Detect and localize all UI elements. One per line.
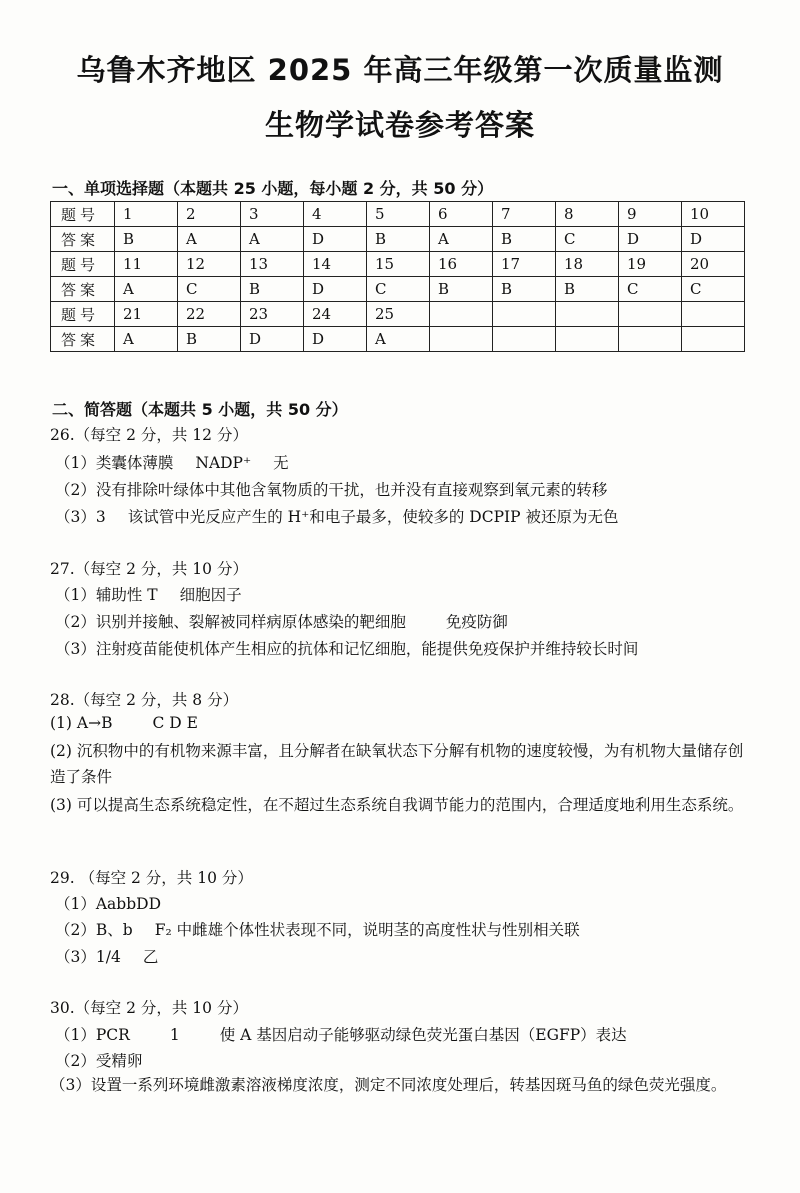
answer-part: （2）B、b bbox=[55, 921, 133, 939]
q30-answer-3: （3）设置一系列环境雌激素溶液梯度浓度，测定不同浓度处理后，转基因斑马鱼的绿色荧光强度。 bbox=[50, 1076, 727, 1094]
table-cell: 23 bbox=[241, 302, 304, 327]
table-row bbox=[51, 327, 745, 352]
answer-part: （1）PCR bbox=[55, 1026, 130, 1044]
table-cell: 16 bbox=[430, 252, 493, 277]
row-label: 答案 bbox=[51, 227, 115, 252]
table-cell bbox=[556, 302, 619, 327]
table-cell: 13 bbox=[241, 252, 304, 277]
q28-answer-1 bbox=[50, 714, 198, 732]
q26-answer-2: （2）没有排除叶绿体中其他含氧物质的干扰，也并没有直接观察到氧元素的转移 bbox=[55, 481, 608, 499]
table-cell: D bbox=[304, 277, 367, 302]
answer-part: （1）类囊体薄膜 bbox=[55, 454, 174, 472]
q30-answer-1 bbox=[55, 1023, 627, 1045]
table-cell: 4 bbox=[304, 202, 367, 227]
title-line-1: 乌鲁木齐地区 2025 年高三年级第一次质量监测 bbox=[76, 53, 724, 87]
table-row bbox=[51, 302, 745, 327]
table-cell bbox=[556, 327, 619, 352]
table-cell: D bbox=[619, 227, 682, 252]
table-row bbox=[51, 227, 745, 252]
answer-part: NADP⁺ bbox=[195, 454, 252, 472]
answer-part: 细胞因子 bbox=[179, 586, 242, 604]
answer-part: 无 bbox=[273, 454, 289, 472]
row-label: 题号 bbox=[51, 302, 115, 327]
table-cell: A bbox=[241, 227, 304, 252]
q28-header: 28.（每空 2 分，共 8 分） bbox=[50, 691, 239, 709]
table-cell: A bbox=[430, 227, 493, 252]
table-cell: 24 bbox=[304, 302, 367, 327]
table-cell: C bbox=[556, 227, 619, 252]
table-cell: 11 bbox=[115, 252, 178, 277]
table-cell: B bbox=[493, 277, 556, 302]
table-cell: A bbox=[115, 277, 178, 302]
q28-answer-3: (3) 可以提高生态系统稳定性，在不超过生态系统自我调节能力的范围内，合理适度地利用生态系统。 bbox=[50, 796, 744, 814]
table-cell: A bbox=[178, 227, 241, 252]
q28-answer-2: (2) 沉积物中的有机物来源丰富，且分解者在缺氧状态下分解有机物的速度较慢，为有机物大量储存创造了条件 bbox=[50, 742, 744, 786]
table-cell: B bbox=[556, 277, 619, 302]
table-row bbox=[51, 277, 745, 302]
q27-answer-1 bbox=[55, 583, 242, 605]
table-cell: B bbox=[367, 227, 430, 252]
q29-answer-1: （1）AabbDD bbox=[55, 895, 161, 913]
answer-part: 1 bbox=[169, 1026, 180, 1044]
table-cell bbox=[619, 327, 682, 352]
answer-part: （2）识别并接触、裂解被同样病原体感染的靶细胞 bbox=[55, 613, 406, 631]
table-cell: D bbox=[304, 327, 367, 352]
table-cell: 22 bbox=[178, 302, 241, 327]
table-cell: 15 bbox=[367, 252, 430, 277]
q27-header: 27.（每空 2 分，共 10 分） bbox=[50, 560, 248, 578]
table-cell: 2 bbox=[178, 202, 241, 227]
table-cell: 14 bbox=[304, 252, 367, 277]
answer-part: C D E bbox=[152, 714, 198, 732]
answer-part: 乙 bbox=[142, 948, 159, 966]
table-cell: 18 bbox=[556, 252, 619, 277]
section2-heading: 二、简答题（本题共 5 小题，共 50 分） bbox=[52, 400, 348, 419]
q26-answer-3 bbox=[55, 505, 618, 527]
table-cell: 9 bbox=[619, 202, 682, 227]
q26-answer-1 bbox=[55, 451, 289, 473]
table-row bbox=[51, 252, 745, 277]
table-cell: 17 bbox=[493, 252, 556, 277]
answer-part: 使 A 基因启动子能够驱动绿色荧光蛋白基因（EGFP）表达 bbox=[219, 1026, 627, 1044]
table-cell: B bbox=[493, 227, 556, 252]
table-cell bbox=[430, 327, 493, 352]
q27-answer-3: （3）注射疫苗能使机体产生相应的抗体和记忆细胞，能提供免疫保护并维持较长时间 bbox=[55, 640, 639, 658]
table-cell bbox=[493, 302, 556, 327]
table-cell: 6 bbox=[430, 202, 493, 227]
table-cell: 1 bbox=[115, 202, 178, 227]
q29-header: 29. （每空 2 分，共 10 分） bbox=[50, 869, 253, 887]
answer-part: 免疫防御 bbox=[445, 613, 508, 631]
table-cell: A bbox=[367, 327, 430, 352]
table-cell: B bbox=[430, 277, 493, 302]
table-cell: 21 bbox=[115, 302, 178, 327]
table-cell: 8 bbox=[556, 202, 619, 227]
q27-answer-2 bbox=[55, 610, 508, 632]
table-cell: A bbox=[115, 327, 178, 352]
answer-part: (1) A→B bbox=[50, 714, 113, 732]
section1-heading: 一、单项选择题（本题共 25 小题，每小题 2 分，共 50 分） bbox=[52, 179, 494, 198]
table-cell: 3 bbox=[241, 202, 304, 227]
table-cell: B bbox=[178, 327, 241, 352]
table-cell: C bbox=[178, 277, 241, 302]
table-cell: 20 bbox=[682, 252, 745, 277]
table-cell bbox=[430, 302, 493, 327]
answer-table bbox=[50, 201, 745, 352]
table-cell: 19 bbox=[619, 252, 682, 277]
table-cell: 7 bbox=[493, 202, 556, 227]
table-cell: 12 bbox=[178, 252, 241, 277]
answer-part: （3）1/4 bbox=[55, 948, 121, 966]
table-cell: B bbox=[241, 277, 304, 302]
table-cell: C bbox=[682, 277, 745, 302]
answer-part: （1）辅助性 T bbox=[55, 586, 158, 604]
answer-part: （3）3 bbox=[55, 508, 106, 526]
row-label: 答案 bbox=[51, 277, 115, 302]
table-cell: 5 bbox=[367, 202, 430, 227]
q30-answer-2: （2）受精卵 bbox=[55, 1052, 143, 1070]
row-label: 答案 bbox=[51, 327, 115, 352]
row-label: 题号 bbox=[51, 202, 115, 227]
q29-answer-2 bbox=[55, 918, 580, 940]
table-cell: C bbox=[367, 277, 430, 302]
table-cell bbox=[493, 327, 556, 352]
table-cell: 10 bbox=[682, 202, 745, 227]
table-cell bbox=[682, 327, 745, 352]
table-cell: 25 bbox=[367, 302, 430, 327]
q26-header: 26.（每空 2 分，共 12 分） bbox=[50, 426, 248, 444]
table-cell bbox=[619, 302, 682, 327]
answer-part: 该试管中光反应产生的 H⁺和电子最多，使较多的 DCPIP 被还原为无色 bbox=[127, 508, 619, 526]
title-line-2: 生物学试卷参考答案 bbox=[264, 108, 535, 142]
table-cell: D bbox=[682, 227, 745, 252]
table-cell: B bbox=[115, 227, 178, 252]
table-cell: D bbox=[304, 227, 367, 252]
answer-part: F₂ 中雌雄个体性状表现不同，说明茎的高度性状与性别相关联 bbox=[154, 921, 580, 939]
table-row bbox=[51, 202, 745, 227]
row-label: 题号 bbox=[51, 252, 115, 277]
table-cell: C bbox=[619, 277, 682, 302]
q29-answer-3 bbox=[55, 945, 158, 967]
table-cell bbox=[682, 302, 745, 327]
q30-header: 30.（每空 2 分，共 10 分） bbox=[50, 999, 248, 1017]
table-cell: D bbox=[241, 327, 304, 352]
